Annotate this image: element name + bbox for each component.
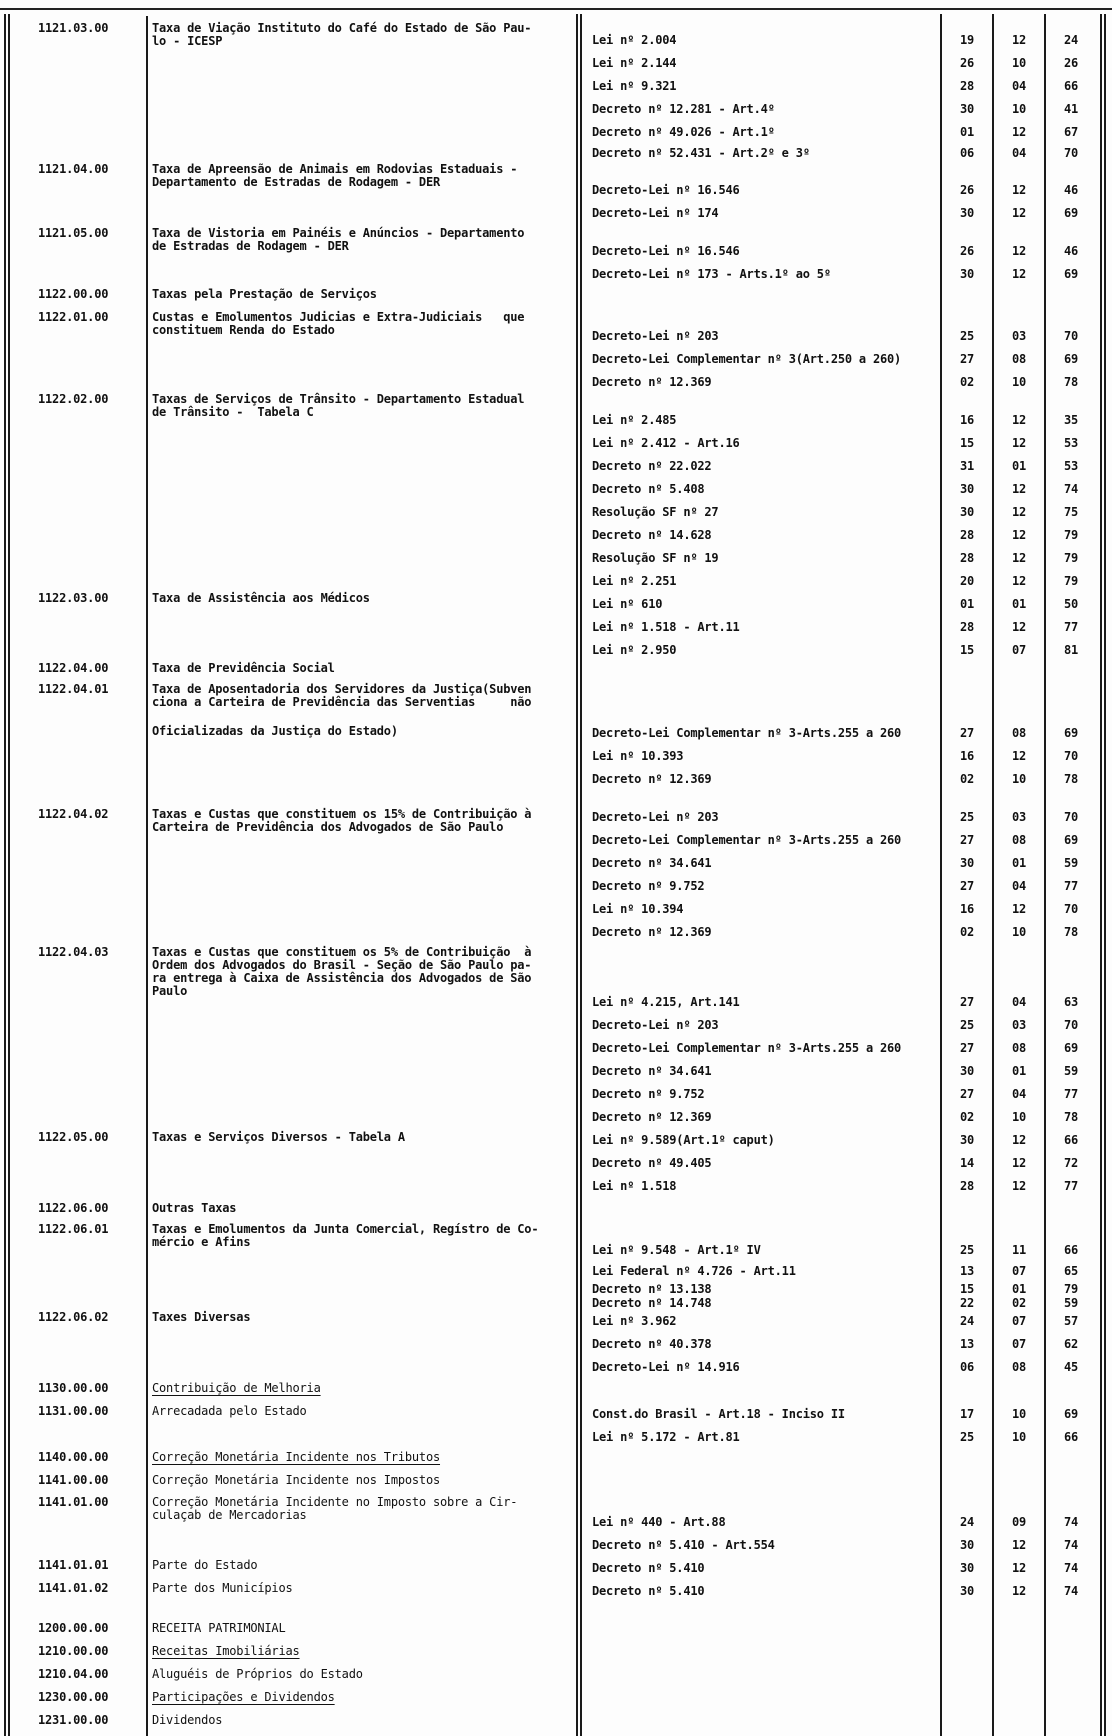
date-day: 28 [959,528,975,542]
date-month: 12 [1011,482,1027,496]
date-year: 70 [1063,749,1079,763]
account-code: 1210.00.00 [38,1644,109,1658]
account-description: Correção Monetária Incidente nos Tributos [152,1450,441,1464]
date-day: 02 [959,1110,975,1124]
date-year: 79 [1063,551,1079,565]
date-year: 78 [1063,772,1079,786]
legal-reference: Lei nº 2.004 [592,33,677,47]
legal-reference: Decreto-Lei nº 203 [592,1018,719,1032]
legal-reference: Lei nº 9.548 - Art.1º IV [592,1243,761,1257]
date-year: 81 [1063,643,1079,657]
legal-reference: Lei nº 10.393 [592,749,684,763]
date-day: 30 [959,1133,975,1147]
date-year: 78 [1063,1110,1079,1124]
account-description: Taxas e Custas que constituem os 5% de Contribuição à Ordem dos Advogados do Brasil - Seção de São Paulo pa- ra entrega à Caixa de Assistência dos Advogados de São Paulo [152,945,532,998]
date-month: 12 [1011,528,1027,542]
date-month: 12 [1011,505,1027,519]
date-month: 10 [1011,772,1027,786]
account-description: RECEITA PATRIMONIAL [152,1621,286,1635]
account-description: Taxa de Vistoria em Painéis e Anúncios - Departamento de Estradas de Rodagem - DER [152,226,525,253]
date-year: 45 [1063,1360,1079,1374]
legal-reference: Decreto-Lei Complementar nº 3-Arts.255 a 260 [592,1041,902,1055]
legal-reference: Decreto nº 14.748 [592,1296,712,1310]
date-year: 70 [1063,902,1079,916]
date-year: 50 [1063,597,1079,611]
account-description: Taxa de Previdência Social [152,661,335,675]
date-month: 10 [1011,1430,1027,1444]
date-year: 78 [1063,375,1079,389]
date-year: 75 [1063,505,1079,519]
legal-reference: Decreto-Lei nº 14.916 [592,1360,740,1374]
date-year: 41 [1063,102,1079,116]
legal-reference: Decreto-Lei Complementar nº 3(Art.250 a 260) [592,352,902,366]
date-day: 28 [959,620,975,634]
date-month: 07 [1011,1337,1027,1351]
account-description: Dividendos [152,1713,223,1727]
date-month: 01 [1011,459,1027,473]
date-month: 12 [1011,1133,1027,1147]
account-description: Taxa de Aposentadoria dos Servidores da Justiça(Subven ciona a Carteira de Previdência das Serventias não [152,682,532,709]
legal-reference: Decreto nº 40.378 [592,1337,712,1351]
date-month: 12 [1011,436,1027,450]
legal-reference: Decreto nº 34.641 [592,1064,712,1078]
date-month: 08 [1011,726,1027,740]
account-code: 1200.00.00 [38,1621,109,1635]
date-day: 02 [959,925,975,939]
account-code: 1230.00.00 [38,1690,109,1704]
date-day: 27 [959,995,975,1009]
date-year: 70 [1063,810,1079,824]
date-year: 72 [1063,1156,1079,1170]
account-description: Correção Monetária Incidente no Imposto sobre a Cir- culaçab de Mercadorias [152,1495,518,1522]
date-year: 77 [1063,620,1079,634]
date-month: 12 [1011,183,1027,197]
date-month: 12 [1011,1156,1027,1170]
account-description: Taxas de Serviços de Trânsito - Departamento Estadual de Trânsito - Tabela C [152,392,525,419]
date-day: 25 [959,1018,975,1032]
date-day: 30 [959,505,975,519]
legal-reference: Decreto nº 5.410 [592,1561,705,1575]
account-code: 1122.02.00 [38,392,109,406]
legal-reference: Decreto nº 12.369 [592,375,712,389]
date-month: 10 [1011,925,1027,939]
legal-reference: Decreto-Lei nº 203 [592,329,719,343]
date-month: 12 [1011,574,1027,588]
account-code: 1141.01.02 [38,1581,109,1595]
date-month: 04 [1011,1087,1027,1101]
date-month: 04 [1011,146,1027,160]
date-month: 01 [1011,1064,1027,1078]
date-year: 78 [1063,925,1079,939]
right-border-outer [1104,14,1106,1736]
date-year: 46 [1063,244,1079,258]
date-year: 77 [1063,879,1079,893]
date-month: 01 [1011,856,1027,870]
date-day: 26 [959,244,975,258]
account-code: 1122.04.03 [38,945,109,959]
account-description: Parte do Estado [152,1558,258,1572]
legal-reference: Decreto-Lei Complementar nº 3-Arts.255 a 260 [592,833,902,847]
date-year: 24 [1063,33,1079,47]
date-month: 07 [1011,1264,1027,1278]
date-day: 15 [959,436,975,450]
account-code: 1122.05.00 [38,1130,109,1144]
legal-reference: Decreto-Lei nº 174 [592,206,719,220]
legal-reference: Lei nº 1.518 - Art.11 [592,620,740,634]
date-year: 74 [1063,1584,1079,1598]
account-code: 1122.06.01 [38,1222,109,1236]
date-year: 74 [1063,1561,1079,1575]
legal-reference: Lei nº 2.412 - Art.16 [592,436,740,450]
date-year: 62 [1063,1337,1079,1351]
date-year: 69 [1063,206,1079,220]
account-code: 1122.04.02 [38,807,109,821]
legal-reference: Lei nº 9.321 [592,79,677,93]
account-description: Taxa de Apreensão de Animais em Rodovias Estaduais - Departamento de Estradas de Rodagem - DER [152,162,518,189]
date-year: 69 [1063,267,1079,281]
account-description: Taxas e Serviços Diversos - Tabela A [152,1130,405,1144]
date-month: 01 [1011,1282,1027,1296]
date-day: 30 [959,102,975,116]
date-month: 12 [1011,267,1027,281]
date-year: 46 [1063,183,1079,197]
date-month: 10 [1011,1407,1027,1421]
date-month: 07 [1011,643,1027,657]
date-year: 35 [1063,413,1079,427]
date-month: 12 [1011,244,1027,258]
date-year: 74 [1063,1538,1079,1552]
date-month: 08 [1011,1360,1027,1374]
date-month: 12 [1011,551,1027,565]
account-code: 1122.04.01 [38,682,109,696]
legal-reference: Lei nº 3.962 [592,1314,677,1328]
date-year: 65 [1063,1264,1079,1278]
legal-reference: Lei nº 2.144 [592,56,677,70]
month-column-divider [992,14,994,1736]
date-year: 53 [1063,459,1079,473]
date-month: 10 [1011,375,1027,389]
date-month: 03 [1011,810,1027,824]
legal-reference: Decreto nº 22.022 [592,459,712,473]
year-column-divider [1044,14,1046,1736]
date-day: 16 [959,413,975,427]
date-month: 03 [1011,329,1027,343]
date-month: 04 [1011,995,1027,1009]
date-year: 70 [1063,329,1079,343]
date-year: 66 [1063,79,1079,93]
legal-reference: Decreto nº 12.369 [592,1110,712,1124]
date-day: 24 [959,1515,975,1529]
date-day: 13 [959,1264,975,1278]
date-year: 69 [1063,352,1079,366]
date-year: 66 [1063,1430,1079,1444]
date-year: 66 [1063,1133,1079,1147]
account-description: Taxas e Custas que constituem os 15% de Contribuição à Carteira de Previdência dos Advogados de São Paulo [152,807,532,834]
account-code: 1210.04.00 [38,1667,109,1681]
date-day: 06 [959,146,975,160]
date-day: 13 [959,1337,975,1351]
date-day: 14 [959,1156,975,1170]
date-year: 66 [1063,1243,1079,1257]
date-year: 59 [1063,1064,1079,1078]
date-day: 28 [959,551,975,565]
date-day: 02 [959,375,975,389]
account-code: 1122.01.00 [38,310,109,324]
account-code: 1121.03.00 [38,21,109,35]
date-day: 19 [959,33,975,47]
date-day: 30 [959,267,975,281]
date-day: 25 [959,810,975,824]
account-code: 1122.06.00 [38,1201,109,1215]
date-year: 63 [1063,995,1079,1009]
account-description: Aluguéis de Próprios do Estado [152,1667,363,1681]
account-description: Receitas Imobiliárias [152,1644,300,1658]
legal-reference: Decreto-Lei nº 16.546 [592,244,740,258]
legal-reference: Lei nº 4.215, Art.141 [592,995,740,1009]
date-month: 08 [1011,833,1027,847]
date-month: 04 [1011,79,1027,93]
date-day: 25 [959,329,975,343]
date-day: 30 [959,1538,975,1552]
account-description: Oficializadas da Justiça do Estado) [152,724,398,738]
date-month: 01 [1011,597,1027,611]
left-border-inner [8,14,10,1736]
date-day: 27 [959,726,975,740]
date-month: 12 [1011,1561,1027,1575]
date-year: 77 [1063,1179,1079,1193]
account-description: Taxes Diversas [152,1310,251,1324]
legal-reference: Lei nº 9.589(Art.1º caput) [592,1133,775,1147]
date-day: 16 [959,902,975,916]
date-month: 02 [1011,1296,1027,1310]
date-day: 27 [959,1087,975,1101]
date-year: 53 [1063,436,1079,450]
legal-reference: Lei nº 1.518 [592,1179,677,1193]
account-description: Parte dos Municípios [152,1581,293,1595]
date-year: 26 [1063,56,1079,70]
date-day: 30 [959,1584,975,1598]
account-code: 1131.00.00 [38,1404,109,1418]
account-description: Taxas pela Prestação de Serviços [152,287,377,301]
legal-reference: Lei nº 2.950 [592,643,677,657]
date-month: 12 [1011,1179,1027,1193]
legal-reference: Decreto nº 9.752 [592,1087,705,1101]
date-year: 69 [1063,1041,1079,1055]
date-month: 12 [1011,125,1027,139]
date-year: 74 [1063,1515,1079,1529]
account-code: 1121.05.00 [38,226,109,240]
account-description: Taxa de Viação Instituto do Café do Estado de São Pau- lo - ICESP [152,21,532,48]
date-day: 16 [959,749,975,763]
date-day: 01 [959,597,975,611]
date-month: 12 [1011,33,1027,47]
legal-reference: Resolução SF nº 19 [592,551,719,565]
date-month: 09 [1011,1515,1027,1529]
legal-reference: Decreto nº 5.408 [592,482,705,496]
legal-reference: Const.do Brasil - Art.18 - Inciso II [592,1407,845,1421]
account-code: 1231.00.00 [38,1713,109,1727]
date-day: 25 [959,1430,975,1444]
legal-reference: Decreto-Lei nº 203 [592,810,719,824]
legal-reference: Decreto nº 52.431 - Art.2º e 3º [592,146,810,160]
date-month: 12 [1011,413,1027,427]
legal-reference: Decreto nº 12.369 [592,772,712,786]
left-border-outer [4,14,6,1736]
legal-reference: Decreto nº 14.628 [592,528,712,542]
date-month: 12 [1011,1584,1027,1598]
date-day: 27 [959,1041,975,1055]
legal-reference: Decreto nº 34.641 [592,856,712,870]
account-description: Correção Monetária Incidente nos Impostos [152,1473,441,1487]
account-code: 1122.06.02 [38,1310,109,1324]
account-description: Outras Taxas [152,1201,237,1215]
date-day: 20 [959,574,975,588]
legal-reference: Lei nº 610 [592,597,663,611]
description-column-divider-a [576,14,578,1736]
account-code: 1121.04.00 [38,162,109,176]
date-month: 11 [1011,1243,1027,1257]
legal-reference: Decreto nº 5.410 [592,1584,705,1598]
date-year: 59 [1063,1296,1079,1310]
date-day: 30 [959,856,975,870]
date-month: 12 [1011,749,1027,763]
date-month: 08 [1011,352,1027,366]
account-code: 1141.01.01 [38,1558,109,1572]
legal-reference: Decreto nº 49.026 - Art.1º [592,125,775,139]
date-year: 69 [1063,1407,1079,1421]
date-year: 69 [1063,726,1079,740]
description-column-divider-b [580,14,582,1736]
date-month: 07 [1011,1314,1027,1328]
date-month: 10 [1011,102,1027,116]
date-month: 04 [1011,879,1027,893]
date-day: 28 [959,1179,975,1193]
legal-reference: Decreto-Lei nº 16.546 [592,183,740,197]
legal-reference: Lei nº 10.394 [592,902,684,916]
date-day: 02 [959,772,975,786]
legal-reference: Decreto-Lei Complementar nº 3-Arts.255 a 260 [592,726,902,740]
date-month: 12 [1011,206,1027,220]
legal-reference: Lei Federal nº 4.726 - Art.11 [592,1264,796,1278]
legal-reference: Decreto nº 49.405 [592,1156,712,1170]
date-day: 22 [959,1296,975,1310]
account-code: 1130.00.00 [38,1381,109,1395]
date-day: 24 [959,1314,975,1328]
date-day: 31 [959,459,975,473]
date-day: 25 [959,1243,975,1257]
date-year: 79 [1063,574,1079,588]
right-border-inner [1100,14,1102,1736]
date-month: 10 [1011,56,1027,70]
date-day: 01 [959,125,975,139]
date-day: 30 [959,1561,975,1575]
date-year: 74 [1063,482,1079,496]
legal-reference: Lei nº 440 - Art.88 [592,1515,726,1529]
date-day: 27 [959,352,975,366]
legal-reference: Resolução SF nº 27 [592,505,719,519]
account-description: Taxas e Emolumentos da Junta Comercial, Regístro de Co- mércio e Afins [152,1222,539,1249]
date-month: 03 [1011,1018,1027,1032]
date-year: 67 [1063,125,1079,139]
account-code: 1122.00.00 [38,287,109,301]
account-description: Contribuição de Melhoria [152,1381,321,1395]
legal-reference: Lei nº 2.251 [592,574,677,588]
date-year: 77 [1063,1087,1079,1101]
top-rule [0,8,1112,10]
account-description: Arrecadada pelo Estado [152,1404,307,1418]
legal-reference: Lei nº 2.485 [592,413,677,427]
date-day: 28 [959,79,975,93]
date-year: 59 [1063,856,1079,870]
date-day: 27 [959,833,975,847]
date-day: 06 [959,1360,975,1374]
date-year: 70 [1063,146,1079,160]
legal-reference: Decreto nº 13.138 [592,1282,712,1296]
date-year: 79 [1063,1282,1079,1296]
account-description: Taxa de Assistência aos Médicos [152,591,370,605]
account-description: Custas e Emolumentos Judicias e Extra-Judiciais que constituem Renda do Estado [152,310,525,337]
date-day: 26 [959,56,975,70]
date-day: 30 [959,482,975,496]
date-year: 57 [1063,1314,1079,1328]
account-description: Participações e Dividendos [152,1690,335,1704]
date-month: 12 [1011,902,1027,916]
date-year: 70 [1063,1018,1079,1032]
account-code: 1141.00.00 [38,1473,109,1487]
legal-reference: Lei nº 5.172 - Art.81 [592,1430,740,1444]
day-column-divider [940,14,942,1736]
account-code: 1141.01.00 [38,1495,109,1509]
legal-reference: Decreto nº 9.752 [592,879,705,893]
account-code: 1122.04.00 [38,661,109,675]
date-month: 10 [1011,1110,1027,1124]
date-month: 08 [1011,1041,1027,1055]
date-year: 79 [1063,528,1079,542]
date-day: 27 [959,879,975,893]
date-day: 17 [959,1407,975,1421]
date-day: 15 [959,643,975,657]
legal-reference: Decreto nº 12.369 [592,925,712,939]
legal-reference: Decreto nº 12.281 - Art.4º [592,102,775,116]
date-day: 30 [959,1064,975,1078]
date-month: 12 [1011,1538,1027,1552]
account-code: 1140.00.00 [38,1450,109,1464]
legal-reference: Decreto-Lei nº 173 - Arts.1º ao 5º [592,267,831,281]
date-day: 30 [959,206,975,220]
date-day: 26 [959,183,975,197]
date-day: 15 [959,1282,975,1296]
legal-reference: Decreto nº 5.410 - Art.554 [592,1538,775,1552]
date-month: 12 [1011,620,1027,634]
date-year: 69 [1063,833,1079,847]
account-code: 1122.03.00 [38,591,109,605]
